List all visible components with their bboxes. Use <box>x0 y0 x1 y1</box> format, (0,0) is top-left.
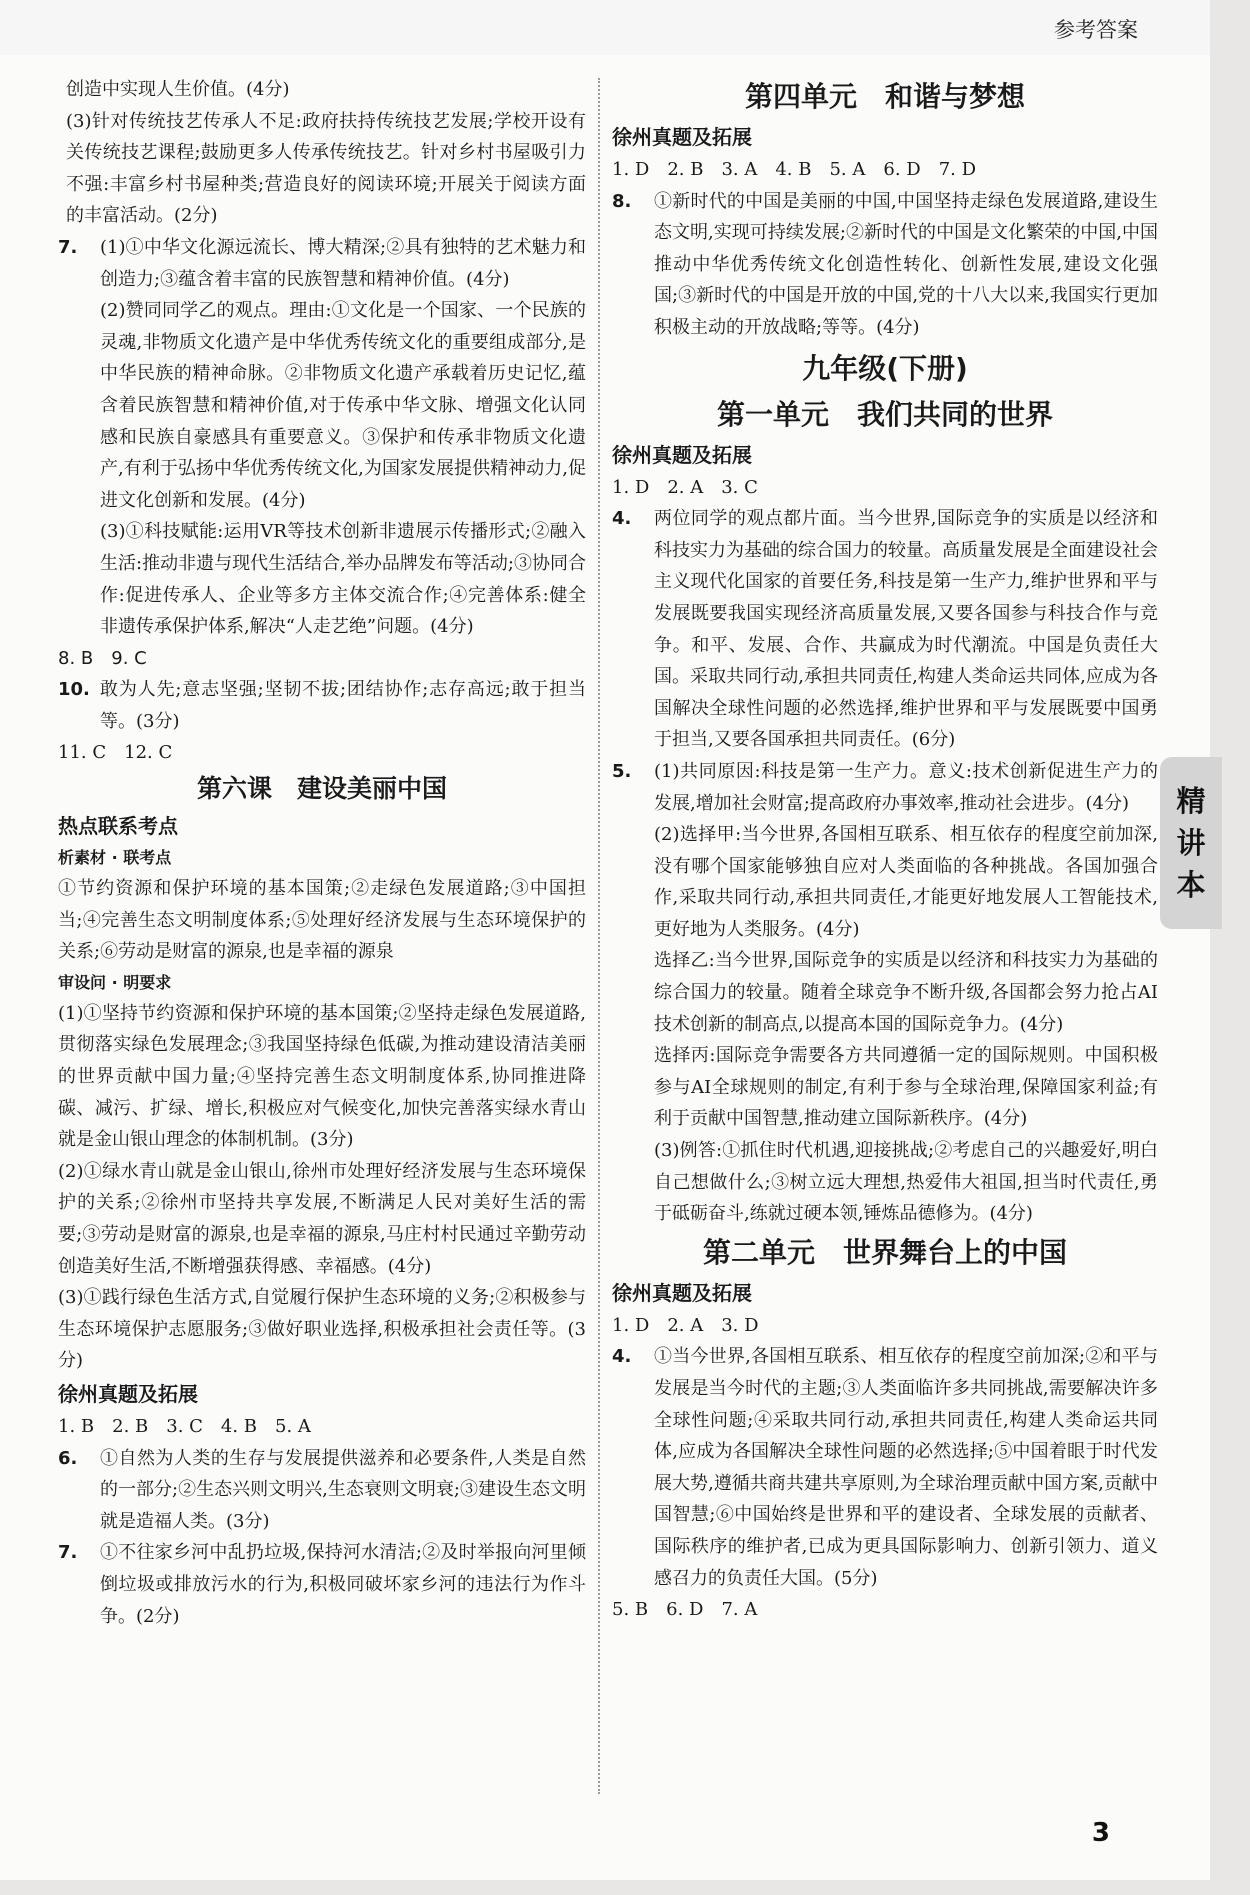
question-7 <box>58 232 586 643</box>
answer-text: ①自然为人类的生存与发展提供滋养和必要条件,人类是自然的一部分;②生态兴则文明兴,生态衰则文明衰;③建设生态文明就是造福人类。(3分) <box>100 1447 586 1532</box>
section-heading: 徐州真题及拓展 <box>612 1280 752 1305</box>
answer-text: (1)①中华文化源远流长、博大精深;②具有独特的艺术魅力和创造力;③蕴含着丰富的民族智慧和精神价值。(4分) <box>100 236 586 290</box>
answer-text: (1)①坚持节约资源和保护环境的基本国策;②坚持走绿色发展道路,贯彻落实绿色发展理念;③我国坚持绿色低碳,为推动建设清洁美丽的世界贡献中国力量;④坚持完善生态文明制度体系,协同推进降碳、减污、扩绿、增长,积极应对气候变化,加快完善落实绿水青山就是金山银山理念的体制机制。(3分) <box>58 1002 586 1151</box>
section-heading: 徐州真题及拓展 <box>612 125 752 149</box>
question-10 <box>58 674 586 737</box>
answer-text: (3)①科技赋能:运用VR等技术创新非遗展示传播形式;②融入生活:推动非遗与现代生活结合,举办品牌发布等活动;③协同合作:促进传承人、企业等多方主体交流合作;④完善体系:健全非遗传承保护体系,解决“人走艺绝”问题。(4分) <box>100 521 586 638</box>
column-divider <box>598 78 600 1794</box>
subsection-heading: 审设问 · 明要求 <box>58 972 172 992</box>
section-heading: 徐州真题及拓展 <box>612 442 752 467</box>
unit-title: 第四单元 和谐与梦想 <box>744 80 1025 113</box>
answer-text: 敢为人先;意志坚强;坚韧不拔;团结协作;志存高远;敢于担当等。(3分) <box>100 679 586 732</box>
grade-title: 九年级(下册) <box>802 351 968 385</box>
answer-text: (2)赞同同学乙的观点。理由:①文化是一个国家、一个民族的灵魂,非物质文化遗产是中华优秀传统文化的重要组成部分,是中华民族的精神命脉。②非物质文化遗产承载着历史记忆,蕴含着民族智慧和精神价值,对于传承中华文脉、增强文化认同感和民族自豪感具有重要意义。③保护和传承非物质文化遗产,有利于弘扬中华优秀传统文化,为国家发展提供精神动力,促进文化创新和发展。(4分) <box>100 300 586 511</box>
header-label: 参考答案 <box>1054 18 1138 42</box>
answer-text: 创造中实现人生价值。(4分) <box>66 79 290 100</box>
question-number: 4. <box>612 508 632 530</box>
question-6 <box>58 1443 586 1538</box>
answer-text: (3)①践行绿色生活方式,自觉履行保护生态环境的义务;②积极参与生态环境保护志愿服务;③做好职业选择,积极承担社会责任等。(3分) <box>58 1287 586 1372</box>
side-tab <box>1160 757 1222 929</box>
answer-text: ①不往家乡河中乱扔垃圾,保持河水清洁;②及时举报向河里倾倒垃圾或排放污水的行为,积极同破坏家乡河的违法行为作斗争。(2分) <box>100 1542 586 1627</box>
question-number: 7. <box>58 236 78 258</box>
section-heading: 徐州真题及拓展 <box>58 1381 198 1406</box>
right-column <box>612 74 1158 1626</box>
choice-answers: 11. C 12. C <box>58 742 173 764</box>
question-number: 10. <box>58 679 90 701</box>
answer-text: (1)共同原因:科技是第一生产力。意义:技术创新促进生产力的发展,增加社会财富;提高政府办事效率,推动社会进步。(4分) <box>654 760 1158 814</box>
answer-text: ①当今世界,各国相互联系、相互依存的程度空前加深;②和平与发展是当今时代的主题;③人类面临许多共同挑战,需要解决许多全球性问题;④采取共同行动,承担共同责任,构建人类命运共同体,应成为各国解决全球性问题的必然选择;⑤中国着眼于时代发展大势,遵循共商共建共享原则,为全球治理贡献中国方案,贡献中国智慧;⑥中国始终是世界和平的建设者、全球发展的贡献者、国际秩序的维护者,已成为更具国际影响力、创新引领力、道义感召力的负责任大国。(5分) <box>654 1346 1158 1589</box>
unit-title: 第一单元 我们共同的世界 <box>716 397 1053 431</box>
subsection-heading: 析素材 · 联考点 <box>58 848 172 868</box>
answer-text: ①节约资源和保护环境的基本国策;②走绿色发展道路;③中国担当;④完善生态文明制度体系;⑤处理好经济发展与生态环境保护的关系;⑥劳动是财富的源泉,也是幸福的源泉 <box>58 878 586 963</box>
choice-answers: 5. B 6. D 7. A <box>612 1599 758 1621</box>
answer-text: 两位同学的观点都片面。当今世界,国际竞争的实质是以经济和科技实力为基础的综合国力的较量。高质量发展是全面建设社会主义现代化国家的首要任务,科技是第一生产力,维护世界和平与发展既要我国实现经济高质量发展,又要各国参与科技合作与竞争。和平、发展、合作、共赢成为时代潮流。中国是负责任大国。采取共同行动,承担共同责任,构建人类命运共同体,应成为各国解决全球性问题的必然选择,维护世界和平与发展既要中国勇于担当,又要各国承担共同责任。(6分) <box>654 508 1158 751</box>
question-5 <box>612 756 1158 1230</box>
answer-text: (3)针对传统技艺传承人不足:政府扶持传统技艺发展;学校开设有关传统技艺课程;鼓励更多人传承传统技艺。针对乡村书屋吸引力不强:丰富乡村书屋种类;营造良好的阅读环境;开展关于阅读方面的丰富活动。(2分) <box>66 110 586 227</box>
answer-text: 选择乙:当今世界,国际竞争的实质是以经济和科技实力为基础的综合国力的较量。随着全球竞争不断升级,各国都会努力抢占AI技术创新的制高点,以提高本国的国际竞争力。(4分) <box>654 950 1158 1035</box>
choice-answers: 1. D 2. A 3. D <box>612 1314 759 1336</box>
answer-text: ①新时代的中国是美丽的中国,中国坚持走绿色发展道路,建设生态文明,实现可持续发展;②新时代的中国是文化繁荣的中国,中国推动中华优秀传统文化创造性转化、创新性发展,建设文化强国;③新时代的中国是开放的中国,党的十八大以来,我国实行更加积极主动的开放战略;等等。(4分) <box>654 190 1158 338</box>
choice-answers: 1. D 2. A 3. C <box>612 476 758 498</box>
side-tab-char: 本 <box>1176 868 1206 902</box>
side-tab-char: 精 <box>1176 784 1206 818</box>
question-4b <box>612 1341 1158 1594</box>
choice-answers: 8. B 9. C <box>58 647 147 669</box>
section-heading: 热点联系考点 <box>58 814 178 839</box>
question-8 <box>612 186 1158 344</box>
question-number: 7. <box>58 1542 78 1564</box>
choice-answers: 1. B 2. B 3. C 4. B 5. A <box>58 1415 311 1437</box>
left-column <box>58 74 586 1632</box>
lesson-title: 第六课 建设美丽中国 <box>196 774 447 804</box>
unit-title: 第二单元 世界舞台上的中国 <box>702 1235 1067 1269</box>
answer-text: (2)①绿水青山就是金山银山,徐州市处理好经济发展与生态环境保护的关系;②徐州市坚持共享发展,不断满足人民对美好生活的需要;③劳动是财富的源泉,也是幸福的源泉,马庄村村民通过辛勤劳动创造美好生活,不断增强获得感、幸福感。(4分) <box>58 1160 586 1277</box>
question-number: 5. <box>612 760 632 782</box>
question-7b <box>58 1537 586 1632</box>
question-4 <box>612 503 1158 756</box>
page-number: 3 <box>1091 1818 1110 1848</box>
answer-text: (3)例答:①抓住时代机遇,迎接挑战;②考虑自己的兴趣爱好,明白自己想做什么;③树立远大理想,热爱伟大祖国,担当时代责任,勇于砥砺奋斗,练就过硬本领,锤炼品德修为。(4分) <box>654 1140 1158 1225</box>
answer-text: 选择丙:国际竞争需要各方共同遵循一定的国际规则。中国积极参与AI全球规则的制定,有利于参与全球治理,保障国家利益;有利于贡献中国智慧,推动建立国际新秩序。(4分) <box>654 1045 1158 1130</box>
question-number: 4. <box>612 1346 632 1368</box>
choice-answers: 1. D 2. B 3. A 4. B 5. A 6. D 7. D <box>612 159 977 180</box>
question-number: 6. <box>58 1447 78 1469</box>
question-number: 8. <box>612 190 632 212</box>
side-tab-char: 讲 <box>1176 826 1206 860</box>
page-header <box>0 0 1210 55</box>
answer-text: (2)选择甲:当今世界,各国相互联系、相互依存的程度空前加深,没有哪个国家能够独自应对人类面临的各种挑战。各国加强合作,采取共同行动,承担共同责任,才能更好地发展人工智能技术,更好地为人类服务。(4分) <box>654 824 1158 940</box>
